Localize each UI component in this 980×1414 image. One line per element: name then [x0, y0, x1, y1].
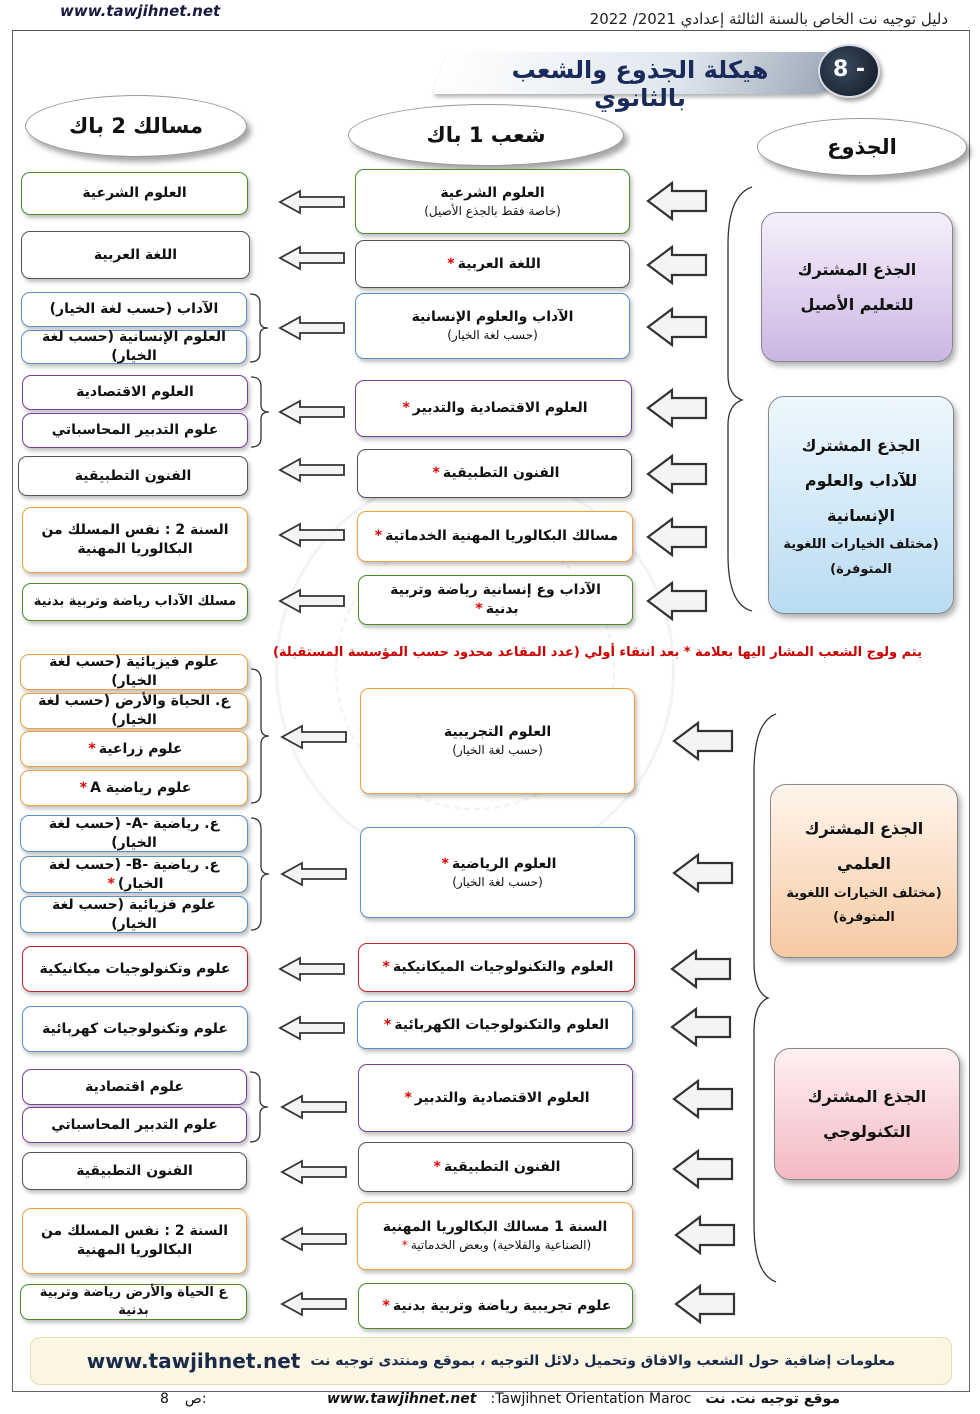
first-bac-exp-label: العلوم التجريبية — [443, 724, 552, 741]
first-bac-exp-sport — [358, 1283, 633, 1329]
first-bac-mech-label: العلوم والتكنولوجيات الميكانيكية — [392, 959, 614, 976]
arrow-left-9 — [280, 860, 348, 888]
second-bac-math-a-exp-row — [77, 779, 192, 798]
first-bac-mech-row — [380, 958, 614, 977]
arrow-trunk-15 — [674, 1283, 736, 1325]
first-bac-arabic-label: اللغة العربية — [457, 255, 541, 272]
first-bac-letters-sport-label: الآداب وع إنسانية رياضة وتربية بدنية — [390, 582, 601, 617]
selection-star: * — [441, 855, 449, 872]
arrow-left-4 — [278, 398, 346, 426]
trunk-tech — [774, 1048, 960, 1180]
arrow-left-15 — [280, 1290, 348, 1318]
second-bac-letters-sport — [22, 583, 248, 621]
first-bac-elec — [357, 1001, 633, 1049]
first-bac-math-label: العلوم الرياضية — [451, 855, 557, 872]
second-bac-physics — [20, 654, 248, 690]
second-bac-econ — [22, 375, 248, 410]
second-bac-physics2 — [20, 896, 248, 933]
bottom-bar — [160, 1388, 840, 1410]
arrow-left-1 — [278, 188, 346, 216]
arrow-trunk-13 — [672, 1148, 734, 1190]
arrow-left-13 — [280, 1158, 348, 1186]
second-bac-accounting-label: علوم التدبير المحاسباتي — [51, 422, 219, 439]
header-site-url[interactable]: www.tawjihnet.net — [60, 2, 221, 20]
arrow-left-6 — [278, 521, 346, 549]
first-bac-humanities-label: الآداب والعلوم الإنسانية — [411, 309, 574, 326]
selection-star: * — [475, 601, 483, 617]
col-header-second-bac: مسالك 2 باك — [25, 95, 247, 157]
trunk-letters-line5: المتوفرة) — [830, 561, 892, 577]
first-bac-voc2-row — [399, 1237, 591, 1253]
page-label: ص: — [184, 1391, 207, 1407]
arrow-left-8 — [280, 723, 348, 751]
second-bac-econ-label: العلوم الاقتصادية — [76, 384, 194, 401]
trunk-letters-line4: (مختلف الخيارات اللغوية — [783, 537, 939, 553]
arrow-left-12 — [280, 1093, 348, 1121]
second-bac-math-b-row — [27, 856, 241, 894]
first-bac-arabic — [355, 240, 630, 288]
second-bac-humanities — [21, 330, 247, 364]
first-bac-voc2 — [357, 1202, 633, 1270]
arrow-trunk-12 — [672, 1078, 734, 1120]
col-header-first-bac: شعب 1 باك — [348, 104, 624, 166]
guide-title: دليل توجيه نت الخاص بالسنة الثالثة إعدادي 2021/ 2022 — [589, 10, 948, 28]
first-bac-exp-sub: (حسب لغة الخيار) — [452, 743, 543, 758]
selection-star: * — [382, 1297, 390, 1314]
arrow-left-10 — [278, 955, 346, 983]
arrow-left-11 — [278, 1014, 346, 1042]
selection-star: * — [447, 255, 455, 272]
brace-exp — [249, 668, 271, 804]
first-bac-arts2-row — [431, 1158, 561, 1177]
selection-star: * — [404, 1089, 412, 1106]
second-bac-svt-label: ع. الحياة والأرض (حسب لغة الخيار) — [38, 693, 230, 728]
second-bac-arabic-label: اللغة العربية — [93, 246, 178, 263]
brace-econ — [249, 376, 271, 448]
second-bac-arts-label: الفنون التطبيقية — [74, 467, 192, 484]
arrow-left-5 — [278, 456, 346, 484]
first-bac-islamic — [355, 169, 630, 234]
section-title: هيكلة الجذوع والشعب بالثانوي — [511, 56, 769, 112]
trunk-original-line1: الجذع المشترك — [797, 259, 917, 279]
first-bac-humanities-sub: (حسب لغة الخيار) — [447, 328, 538, 343]
second-bac-islamic — [21, 172, 248, 215]
arrow-trunk-9 — [672, 852, 734, 894]
selection-star: * — [401, 1238, 408, 1253]
second-bac-agri — [20, 731, 248, 767]
first-bac-mech — [358, 943, 635, 992]
first-bac-elec-label: العلوم والتكنولوجيات الكهربائية — [394, 1016, 610, 1033]
second-bac-voc2 — [22, 1208, 247, 1274]
second-bac-elec — [22, 1006, 248, 1052]
first-bac-voc2-sub: (الصناعية والفلاحية) وبعض الخدماتية — [410, 1238, 592, 1253]
first-bac-arts2-label: الفنون التطبيقية — [443, 1158, 561, 1175]
second-bac-letters-sport-label: مسلك الآداب رياضة وتربية بدنية — [33, 594, 237, 610]
footer-info-text: معلومات إضافية حول الشعب والافاق وتحميل دلائل التوجيه ، بموقع ومنتدى توجيه نت — [310, 1353, 896, 1369]
second-bac-arts2 — [22, 1152, 247, 1190]
second-bac-agri-label: علوم زراعية — [98, 740, 183, 757]
arrow-trunk-8 — [672, 720, 734, 762]
trunk-tech-line1: الجذع المشترك — [807, 1086, 927, 1106]
trunk-tech-line2: التكنولوجي — [823, 1122, 911, 1141]
second-bac-math-a — [20, 815, 248, 852]
second-bac-elec-label: علوم وتكنولوجيات كهربائية — [42, 1020, 228, 1037]
first-bac-econ2-label: العلوم الاقتصادية والتدبير — [414, 1089, 590, 1106]
first-bac-arts — [357, 449, 632, 498]
second-bac-math-b — [20, 856, 248, 893]
second-bac-accounting — [22, 413, 248, 448]
second-bac-humanities-label: العلوم الإنسانية (حسب لغة الخيار) — [42, 329, 226, 364]
second-bac-letters — [21, 292, 247, 327]
selection-star: * — [88, 740, 96, 757]
first-bac-econ2-row — [401, 1089, 589, 1108]
second-bac-agri-row — [85, 740, 182, 759]
second-bac-voc2-label: السنة 2 : نفس المسلك من البكالوريا المهنية — [40, 1223, 229, 1258]
second-bac-mech-label: علوم وتكنولوجيات ميكانيكية — [39, 960, 231, 977]
second-bac-econ2-label: علوم اقتصادية — [85, 1078, 184, 1095]
trunk-science-line3: (مختلف الخيارات اللغوية — [786, 885, 942, 901]
trunk-original — [761, 212, 953, 362]
first-bac-islamic-sub: (خاصة فقط بالجذع الأصيل) — [424, 203, 561, 218]
trunk-letters-line2: للآداب والعلوم — [804, 470, 918, 490]
second-bac-arts — [18, 456, 248, 496]
second-bac-math-a-label: ع. رياضية -A- (حسب لغة الخيار) — [48, 815, 220, 851]
first-bac-math-row — [439, 855, 557, 874]
selection-star: * — [402, 400, 410, 417]
trunk-science-line4: المتوفرة) — [833, 910, 895, 926]
first-bac-islamic-label: العلوم الشرعية — [440, 184, 545, 201]
selection-note: يتم ولوج الشعب المشار اليها بعلامة * بعد انتقاء أولي (عدد المقاعد محدود حسب المؤسسة المستقبلة) — [272, 645, 922, 660]
first-bac-econ2 — [358, 1064, 633, 1132]
first-bac-voc — [357, 511, 633, 562]
first-bac-voc-row — [372, 527, 618, 546]
first-bac-elec-row — [381, 1016, 609, 1035]
first-bac-math — [360, 827, 635, 918]
first-bac-exp — [360, 688, 635, 794]
arrow-trunk-3 — [646, 306, 708, 348]
trunk-letters-line1: الجذع المشترك — [801, 435, 921, 455]
trunk-science-line2: العلمي — [837, 854, 891, 874]
arrow-trunk-4 — [646, 387, 708, 429]
arrow-trunk-14 — [674, 1214, 736, 1256]
first-bac-arts-label: الفنون التطبيقية — [442, 465, 560, 482]
second-bac-accounting2-label: علوم التدبير المحاسباتي — [51, 1116, 218, 1133]
selection-star: * — [374, 528, 383, 545]
first-bac-letters-sport-row — [365, 581, 626, 619]
trunk-science — [770, 784, 958, 958]
second-bac-voc — [22, 507, 248, 573]
arrow-left-3 — [278, 314, 346, 342]
arrow-left-7 — [278, 587, 346, 615]
second-bac-letters-label: الآداب (حسب لغة الخيار) — [49, 301, 219, 318]
arrow-trunk-10 — [670, 948, 732, 990]
first-bac-econ — [355, 380, 632, 437]
first-bac-letters-sport — [358, 575, 633, 625]
arrow-left-2 — [278, 244, 346, 272]
arrow-trunk-7 — [646, 580, 708, 622]
first-bac-voc-label: مسالك البكالوريا المهنية الخدماتية — [385, 528, 619, 545]
second-bac-physics-label: علوم فيزيائية (حسب لغة الخيار) — [49, 654, 219, 689]
first-bac-econ-row — [399, 399, 587, 418]
second-bac-arts2-label: الفنون التطبيقية — [76, 1162, 193, 1179]
page-number-row — [160, 1391, 207, 1407]
second-bac-physics2-label: علوم فزيائية (حسب لغة الخيار) — [52, 896, 216, 932]
selection-star: * — [433, 1158, 441, 1175]
selection-star: * — [432, 465, 440, 482]
arrow-trunk-5 — [646, 453, 708, 495]
second-bac-econ2 — [22, 1069, 247, 1105]
second-bac-mech — [22, 946, 248, 992]
trunk-science-line1: الجذع المشترك — [804, 819, 924, 839]
footer-info-bar — [30, 1337, 952, 1385]
first-bac-exp-sport-row — [380, 1297, 612, 1316]
first-bac-voc2-label: السنة 1 مسالك البكالوريا المهنية — [382, 1219, 608, 1236]
second-bac-voc-label: السنة 2 : نفس المسلك من البكالوريا المهنية — [41, 522, 229, 557]
brace-econ2 — [248, 1071, 270, 1143]
trunk-letters-line3: الإنسانية — [827, 505, 895, 525]
first-bac-arabic-row — [444, 255, 541, 274]
second-bac-math-a-exp-label: علوم رياضية A — [90, 779, 192, 796]
page-number: 8 — [160, 1391, 169, 1407]
selection-star: * — [382, 959, 390, 976]
first-bac-humanities — [355, 293, 630, 359]
trunk-letters — [768, 396, 954, 614]
second-bac-accounting2 — [22, 1107, 247, 1143]
first-bac-exp-sport-label: علوم تجريبية رياضة وتربية بدنية — [392, 1297, 612, 1314]
trunk-original-line2: للتعليم الأصيل — [800, 295, 914, 314]
arrow-trunk-1 — [646, 180, 708, 222]
first-bac-arts2 — [358, 1142, 633, 1192]
trunk-arc-top — [720, 185, 760, 615]
col-header-trunks: الجذوع — [757, 118, 967, 176]
second-bac-svt-sport-label: ع الحياة والأرض رياضة وتربية بدنية — [39, 1285, 228, 1318]
brace-math — [249, 817, 271, 931]
second-bac-svt — [20, 693, 248, 729]
section-number: 8 - — [832, 57, 866, 82]
second-bac-arabic — [21, 231, 250, 279]
bottom-site-ar: موقع توجيه نت. نت — [705, 1391, 840, 1407]
bottom-site-en: :Tawjihnet Orientation Maroc — [490, 1391, 692, 1407]
footer-info-url[interactable]: www.tawjihnet.net — [86, 1349, 301, 1373]
second-bac-math-a-exp — [20, 770, 248, 806]
second-bac-math-b-label: ع. رياضية -B- (حسب لغة الخيار) — [48, 856, 220, 892]
first-bac-math-sub: (حسب لغة الخيار) — [452, 874, 543, 889]
second-bac-islamic-label: العلوم الشرعية — [82, 185, 187, 202]
arrow-left-14 — [280, 1225, 348, 1253]
arrow-trunk-11 — [670, 1006, 732, 1048]
arrow-trunk-2 — [646, 244, 708, 286]
trunk-arc-bottom — [746, 712, 786, 1284]
arrow-trunk-6 — [646, 516, 708, 558]
selection-star: * — [79, 779, 88, 796]
bottom-url[interactable]: www.tawjihnet.net — [326, 1391, 477, 1407]
brace-humanities — [248, 293, 270, 363]
first-bac-arts-row — [430, 464, 560, 483]
selection-star: * — [383, 1016, 392, 1033]
selection-star: * — [107, 875, 115, 892]
first-bac-econ-label: العلوم الاقتصادية والتدبير — [412, 400, 588, 417]
second-bac-svt-sport — [20, 1284, 247, 1320]
